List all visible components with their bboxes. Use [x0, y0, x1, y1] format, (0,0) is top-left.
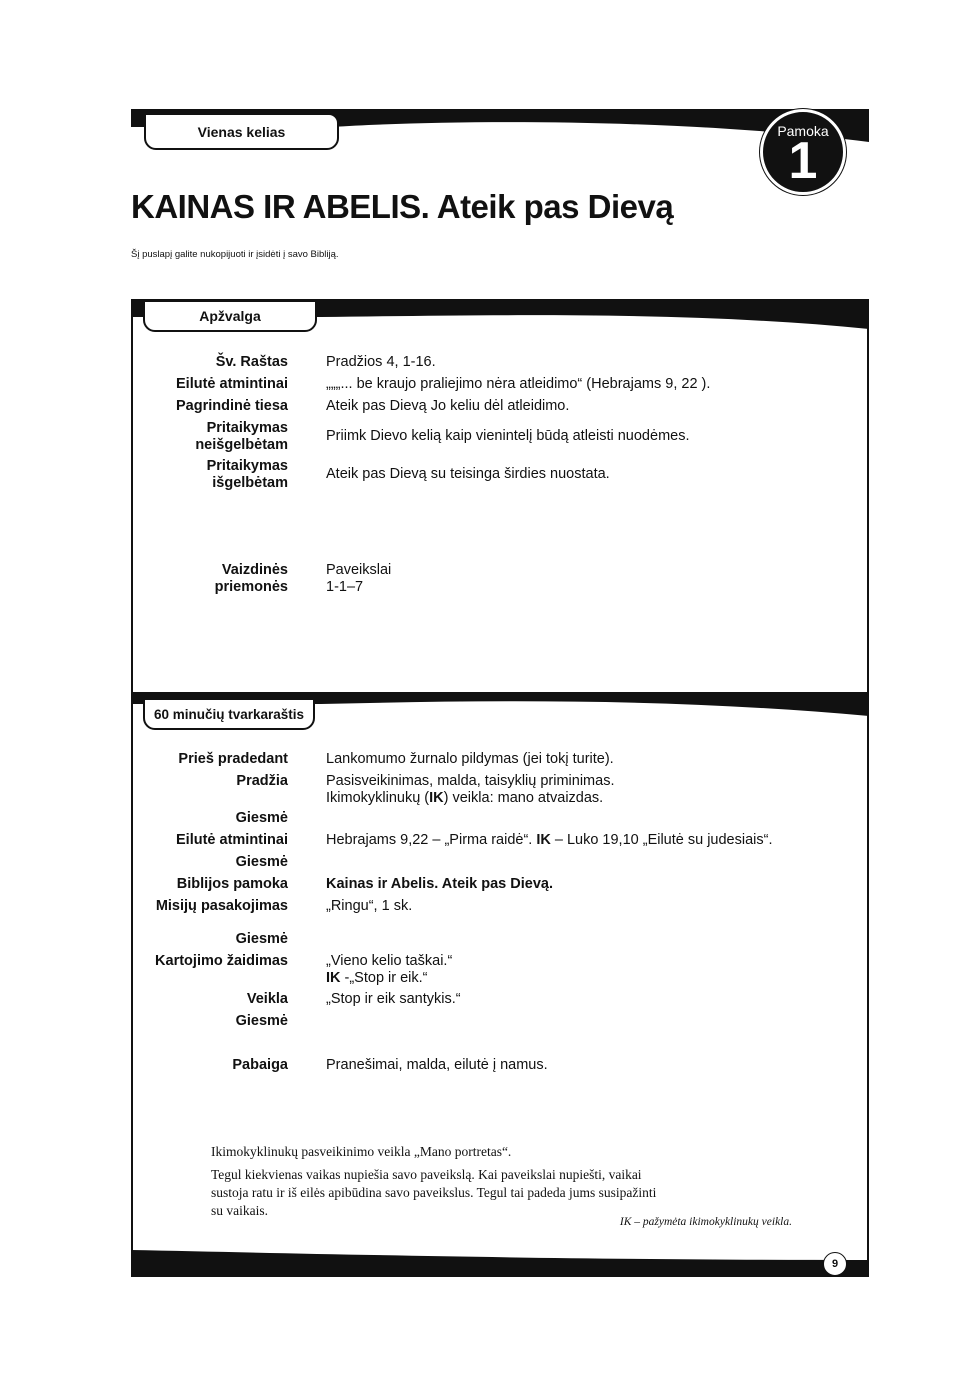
- schedule-label-before: Prieš pradedant: [178, 751, 288, 767]
- review-value-scripture: Pradžios 4, 1-16.: [326, 354, 436, 370]
- review-label-scripture: Šv. Raštas: [215, 354, 288, 370]
- schedule-label-bible-lesson: Biblijos pamoka: [176, 876, 288, 892]
- review-value-application-unsaved: Priimk Dievo kelią kaip vienintelį būdą atleisti nuodėmes.: [326, 428, 690, 444]
- schedule-value-activity: „Stop ir eik santykis.“: [326, 991, 461, 1007]
- series-tab: [144, 113, 339, 150]
- page-subtitle: Šį puslapį galite nukopijuoti ir įsidėti į savo Bibliją.: [131, 249, 339, 260]
- schedule-label-song-1: Giesmė: [235, 810, 288, 826]
- review-value-application-saved: Ateik pas Dievą su teisinga širdies nuostata.: [326, 466, 610, 482]
- lesson-badge: [760, 109, 846, 195]
- review-tab: [143, 300, 317, 332]
- schedule-value-mission-story: „Ringu“, 1 sk.: [326, 898, 413, 914]
- schedule-label-song-2: Giesmė: [235, 854, 288, 870]
- review-tab-label: Apžvalga: [199, 308, 261, 324]
- series-label: Vienas kelias: [197, 123, 286, 140]
- schedule-label-review-game: Kartojimo žaidimas: [155, 953, 288, 969]
- schedule-value-end: Pranešimai, malda, eilutė į namus.: [326, 1057, 548, 1073]
- page-title: KAINAS IR ABELIS. Ateik pas Dievą: [131, 188, 674, 225]
- preschool-note-body: Tegul kiekvienas vaikas nupiešia savo paveikslą. Kai paveikslai nupiešti, vaikai sustoja ratu ir iš eilės apibūdina savo paveikslus. Tegul tai padeda jums susipažinti su vaikais.: [211, 1167, 657, 1218]
- lesson-label: Pamoka: [777, 123, 829, 139]
- review-label-application-unsaved: Pritaikymas neišgelbėtam: [195, 420, 288, 453]
- schedule-label-song-3: Giesmė: [235, 931, 288, 947]
- schedule-value-bible-lesson: Kainas ir Abelis. Ateik pas Dievą.: [326, 876, 553, 892]
- page-number: 9: [823, 1252, 847, 1276]
- preschool-note-heading: Ikimokyklinukų pasveikinimo veikla „Mano portretas“.: [211, 1144, 512, 1159]
- schedule-label-memory-verse: Eilutė atmintinai: [176, 832, 288, 848]
- schedule-label-start: Pradžia: [236, 773, 288, 789]
- schedule-tab-label: 60 minučių tvarkaraštis: [153, 706, 305, 722]
- review-label-main-truth: Pagrindinė tiesa: [175, 398, 288, 414]
- schedule-value-start: Pasisveikinimas, malda, taisyklių priminimas. Ikimokyklinukų (IK) veikla: mano atvaizdas.: [326, 773, 615, 806]
- lesson-number: 1: [788, 132, 818, 190]
- schedule-tab: [143, 698, 315, 730]
- review-value-main-truth: Ateik pas Dievą Jo keliu dėl atleidimo.: [326, 398, 570, 414]
- schedule-value-review-game: „Vieno kelio taškai.“ IK -„Stop ir eik.“: [326, 953, 453, 986]
- schedule-value-before: Lankomumo žurnalo pildymas (jei tokį turite).: [326, 751, 614, 767]
- schedule-label-end: Pabaiga: [232, 1057, 288, 1073]
- review-label-visual-aids: Vaizdinės priemonės: [214, 562, 288, 595]
- review-label-memory-verse: Eilutė atmintinai: [176, 376, 288, 392]
- review-label-application-saved: Pritaikymas išgelbėtam: [206, 458, 288, 491]
- footnote: IK – pažymėta ikimokyklinukų veikla.: [619, 1216, 792, 1228]
- schedule-label-activity: Veikla: [246, 991, 288, 1007]
- schedule-label-mission-story: Misijų pasakojimas: [155, 898, 288, 914]
- schedule-value-memory-verse: Hebrajams 9,22 – „Pirma raidė“. IK – Luko 19,10 „Eilutė su judesiais“.: [326, 832, 773, 848]
- review-value-memory-verse: „„„... be kraujo praliejimo nėra atleidimo“ (Hebrajams 9, 22 ).: [326, 376, 711, 392]
- footer-band: [131, 1250, 869, 1277]
- schedule-label-song-4: Giesmė: [235, 1013, 288, 1029]
- review-value-visual-aids: Paveikslai 1-1–7: [326, 562, 392, 595]
